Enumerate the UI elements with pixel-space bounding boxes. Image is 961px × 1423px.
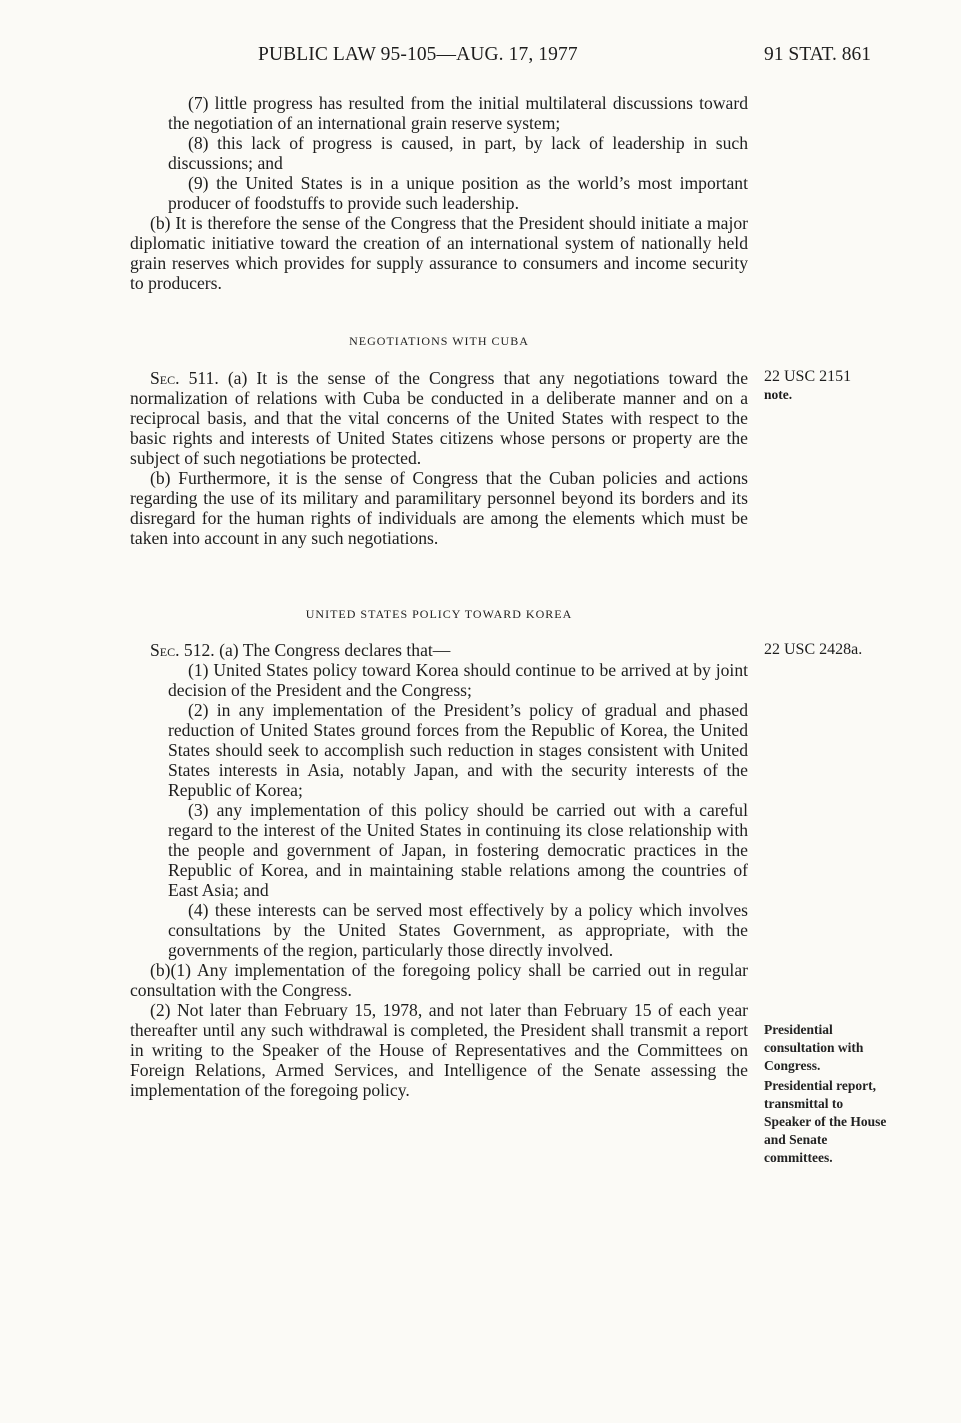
list-item-9: (9) the United States is in a unique position as the world’s most important producer of foodstuffs to provide such leadership. [168, 173, 748, 213]
margin-note-cuba [764, 368, 851, 404]
cuba-section [130, 368, 748, 548]
sec-511-label: Sec. 511. [150, 368, 219, 388]
sec-511-a-text: (a) It is the sense of the Congress that any negotiations toward the normalization of relations with Cuba be conducted in a deliberate manner and on a reciprocal basis, and that the vital concerns of the United States with respect to the basic rights and interests of United States citizens whose persons or property are the subject of such negotiations be protected. [130, 368, 748, 468]
sec-512-b1: (b)(1) Any implementation of the foregoing policy shall be carried out in regular consultation with the Congress. [130, 960, 748, 1000]
korea-item-1: (1) United States policy toward Korea should continue to be arrived at by joint decision of the President and the Congress; [168, 660, 748, 700]
margin-note-cuba-line1: 22 USC 2151 [764, 368, 852, 385]
sec-512-label: Sec. 512. [150, 640, 215, 660]
sec-511-a [130, 368, 748, 468]
sec-512-a [130, 640, 748, 660]
margin-note-report: Presidential report, transmittal to Speaker of the House and Senate committees. [764, 1078, 887, 1165]
section-heading-korea: UNITED STATES POLICY TOWARD KOREA [305, 607, 573, 621]
sec-512-b2: (2) Not later than February 15, 1978, and not later than February 15 of each year thereafter until any such withdrawal is completed, the President shall transmit a report in writing to the Speaker of the House of Representatives and the Committees on Foreign Relations, Armed Services, and Intelligence of the Senate assessing the implementation of the foregoing policy. [130, 1000, 748, 1100]
section-heading-cuba: NEGOTIATIONS WITH CUBA [349, 334, 529, 348]
page-header-title: PUBLIC LAW 95-105—AUG. 17, 1977 [258, 44, 578, 65]
list-item-7: (7) little progress has resulted from the initial multilateral discussions toward the negotiation of an international grain reserve system; [168, 93, 748, 133]
korea-item-3: (3) any implementation of this policy should be carried out with a careful regard to the interest of the United States in continuing its close relationship with the people and government of Japan, in fostering democratic practices in the Republic of Korea, and in maintaining stable relations among the countries of East Asia; and [168, 800, 748, 900]
list-item-8: (8) this lack of progress is caused, in part, by lack of leadership in such discussions; and [168, 133, 748, 173]
sec-512-a-text: (a) The Congress declares that— [219, 640, 451, 660]
margin-note-korea-usc: 22 USC 2428a. [764, 641, 863, 658]
paragraph-b: (b) It is therefore the sense of the Congress that the President should initiate a major diplomatic initiative toward the creation of an international system of nationally held grain reserves which provides for supply assurance to consumers and income security to producers. [130, 213, 748, 293]
page-header-stat: 91 STAT. 861 [764, 44, 871, 65]
margin-note-consultation: Presidential consultation with Congress. [764, 1022, 864, 1073]
margin-note-cuba-line2: note. [764, 387, 793, 402]
sec-511-b: (b) Furthermore, it is the sense of Congress that the Cuban policies and actions regarding the use of its military and paramilitary personnel beyond its borders and its disregard for the human rights of individuals are among the elements which must be taken into account in any such negotiations. [130, 468, 748, 548]
korea-item-2: (2) in any implementation of the President’s policy of gradual and phased reduction of United States ground forces from the Republic of Korea, the United States should seek to accomplish such reduction in stages consistent with United States interests in Asia, notably Japan, and with the security interests of the Republic of Korea; [168, 700, 748, 800]
korea-section [130, 640, 748, 1100]
top-block [130, 93, 748, 293]
korea-item-4: (4) these interests can be served most effectively by a policy which involves consultations by the United States Government, as appropriate, with the governments of the region, particularly those directly involved. [168, 900, 748, 960]
